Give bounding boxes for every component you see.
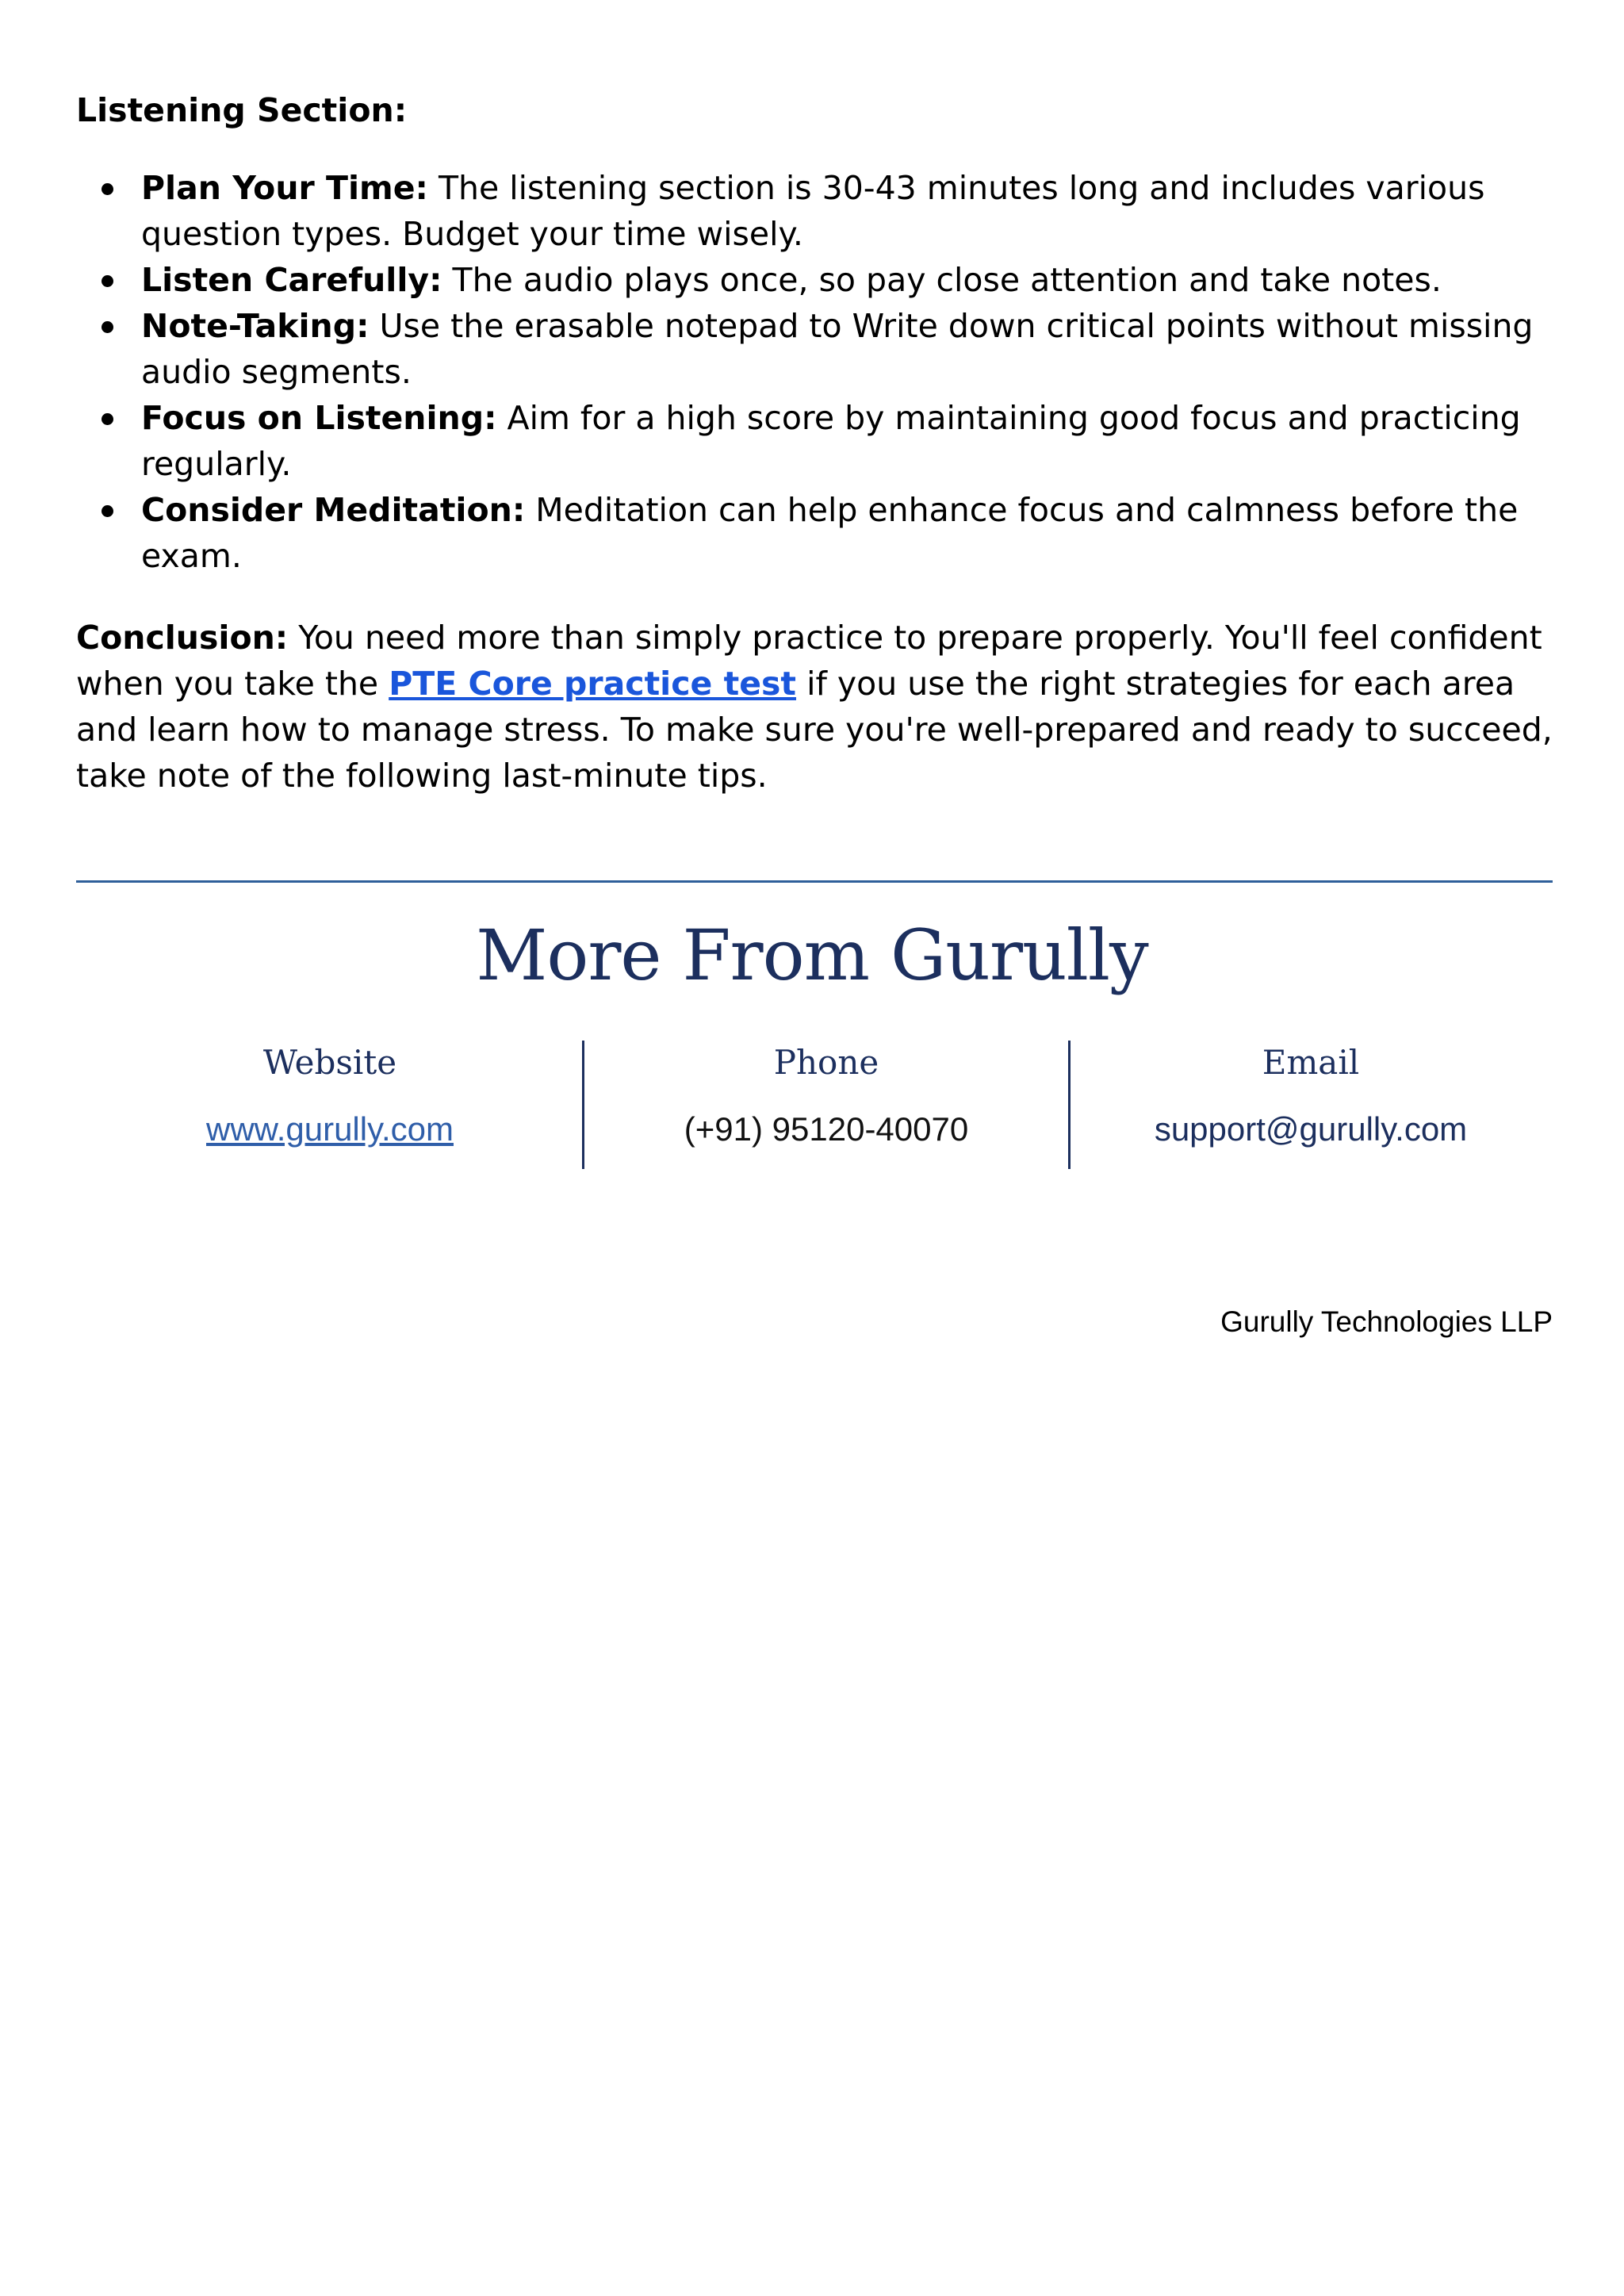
website-value bbox=[76, 1106, 584, 1153]
list-item-text: Aim for a high score by maintaining good focus and practicing regularly. bbox=[141, 399, 1521, 483]
bullet-icon bbox=[102, 505, 113, 517]
footer-divider bbox=[76, 880, 1553, 883]
conclusion-text-before: You need more than simply practice to prepare properly. You'll feel confident when you take the bbox=[76, 619, 1542, 703]
website-label: Website bbox=[262, 1043, 397, 1082]
email-label: Email bbox=[1262, 1043, 1360, 1082]
more-from-title: More From Gurully bbox=[476, 914, 1148, 996]
bullet-icon bbox=[102, 275, 113, 287]
email-column bbox=[1069, 1039, 1553, 1153]
list-item-label: Plan Your Time: bbox=[141, 169, 428, 207]
list-item-label: Listen Carefully: bbox=[141, 261, 442, 299]
website-link[interactable]: www.gurully.com bbox=[206, 1110, 454, 1148]
list-item-label: Focus on Listening: bbox=[141, 399, 497, 437]
email-value: support@gurully.com bbox=[1154, 1110, 1468, 1148]
phone-column bbox=[584, 1039, 1069, 1153]
list-item-label: Consider Meditation: bbox=[141, 491, 526, 529]
list-item-text: Use the erasable notepad to Write down critical points without missing audio segments. bbox=[141, 307, 1534, 391]
listening-tips-list bbox=[76, 165, 1567, 579]
list-item bbox=[76, 395, 1567, 487]
phone-label: Phone bbox=[773, 1043, 879, 1082]
list-item bbox=[76, 303, 1567, 395]
list-item bbox=[76, 257, 1567, 303]
conclusion-label: Conclusion: bbox=[76, 619, 289, 657]
list-item-text: The listening section is 30-43 minutes long and includes various question types. Budget your time wisely. bbox=[141, 169, 1485, 253]
website-column bbox=[76, 1039, 584, 1153]
footer-company-name: Gurully Technologies LLP bbox=[1220, 1305, 1553, 1338]
list-item-label: Note-Taking: bbox=[141, 307, 370, 345]
bullet-icon bbox=[102, 321, 113, 333]
list-item-text: Meditation can help enhance focus and calmness before the exam. bbox=[141, 491, 1519, 575]
phone-value: (+91) 95120-40070 bbox=[684, 1110, 969, 1148]
bullet-icon bbox=[102, 183, 113, 195]
listening-section-heading: Listening Section: bbox=[76, 91, 408, 129]
list-item bbox=[76, 487, 1567, 579]
pte-core-practice-test-link[interactable]: PTE Core practice test bbox=[389, 665, 797, 703]
list-item bbox=[76, 165, 1567, 257]
bullet-icon bbox=[102, 413, 113, 425]
list-item-text: The audio plays once, so pay close attention and take notes. bbox=[442, 261, 1442, 299]
conclusion-paragraph bbox=[76, 615, 1567, 799]
conclusion-text-after: if you use the right strategies for each area and learn how to manage stress. To make sure you're well-prepared and ready to succeed, take note of the following last-minute tips. bbox=[76, 665, 1553, 795]
